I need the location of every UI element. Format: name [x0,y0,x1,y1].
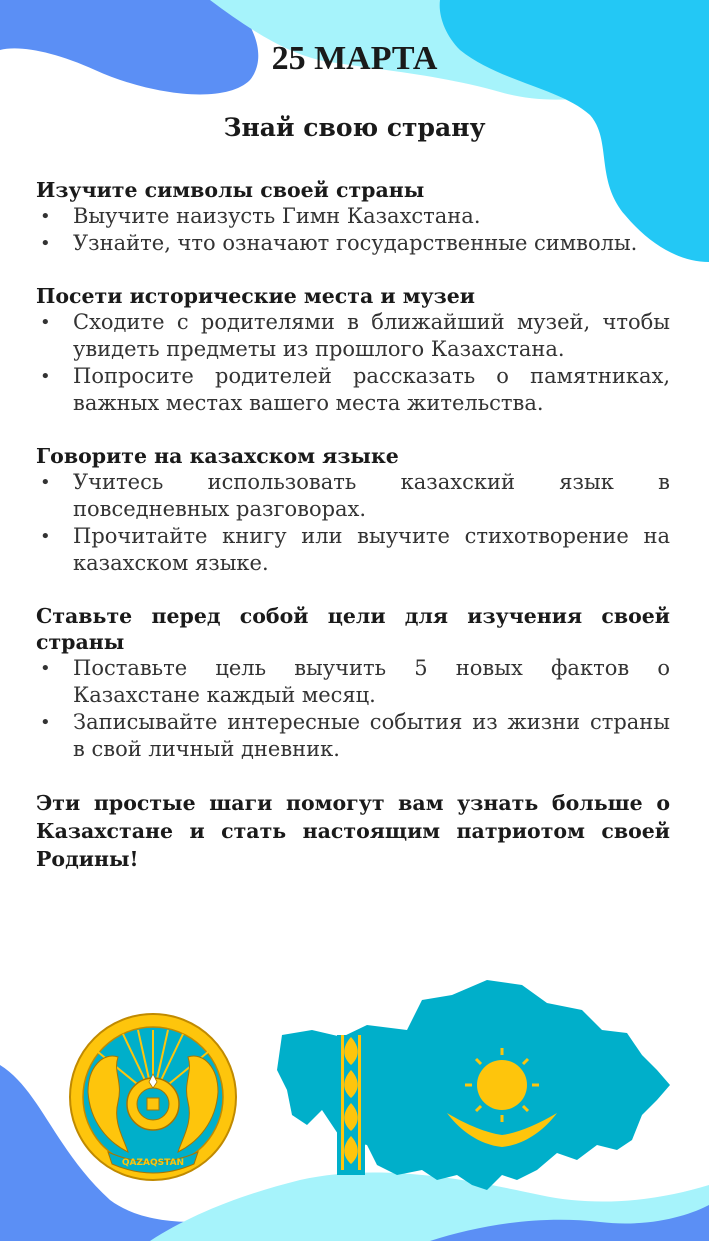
section-symbols [36,177,670,257]
emblem-label: QAZAQSTAN [121,1158,185,1168]
bullet-list [36,469,670,577]
bullet-icon: • [40,712,51,733]
section-language [36,443,670,577]
bullet-icon: • [40,658,51,679]
page-subtitle: Знай свою страну [223,113,486,142]
list-item: • Сходите с родителями в ближайший музей, чтобы увидеть предметы из прошлого Казахстана. [40,310,670,361]
section-title: Изучите символы своей страны [36,178,425,202]
bullet-icon: • [40,526,51,547]
bullet-list [36,655,670,763]
section-title: Ставьте перед собой цели для изучения своей страны [36,604,670,654]
state-emblem-icon [68,1012,238,1182]
list-item: • Попросите родителей рассказать о памятниках, важных местах вашего места жительства. [40,364,670,415]
bullet-icon: • [40,366,51,387]
bullet-list [36,203,670,257]
closing-statement: Эти простые шаги помогут вам узнать больше о Казахстане и стать настоящим патриотом своей Родины! [36,791,670,871]
list-item: • Узнайте, что означают государственные символы. [40,231,638,255]
bullet-icon: • [40,206,51,227]
section-goals [36,603,670,763]
date-heading: 25 МАРТА [271,40,438,77]
section-title: Посети исторические места и музеи [36,284,475,308]
list-item: • Записывайте интересные события из жизни страны в свой личный дневник. [40,710,670,761]
section-museums [36,283,670,417]
body-text [36,177,670,873]
list-item: • Выучите наизусть Гимн Казахстана. [40,204,481,228]
bullet-list [36,309,670,417]
list-item: • Учитесь использовать казахский язык в повседневных разговорах. [40,470,670,521]
bullet-icon: • [40,233,51,254]
list-item: • Прочитайте книгу или выучите стихотворение на казахском языке. [40,524,670,575]
list-item: • Поставьте цель выучить 5 новых фактов о Казахстане каждый месяц. [40,656,670,707]
bullet-icon: • [40,472,51,493]
section-title: Говорите на казахском языке [36,444,399,468]
kazakhstan-flag-map-icon [272,975,682,1205]
bullet-icon: • [40,312,51,333]
